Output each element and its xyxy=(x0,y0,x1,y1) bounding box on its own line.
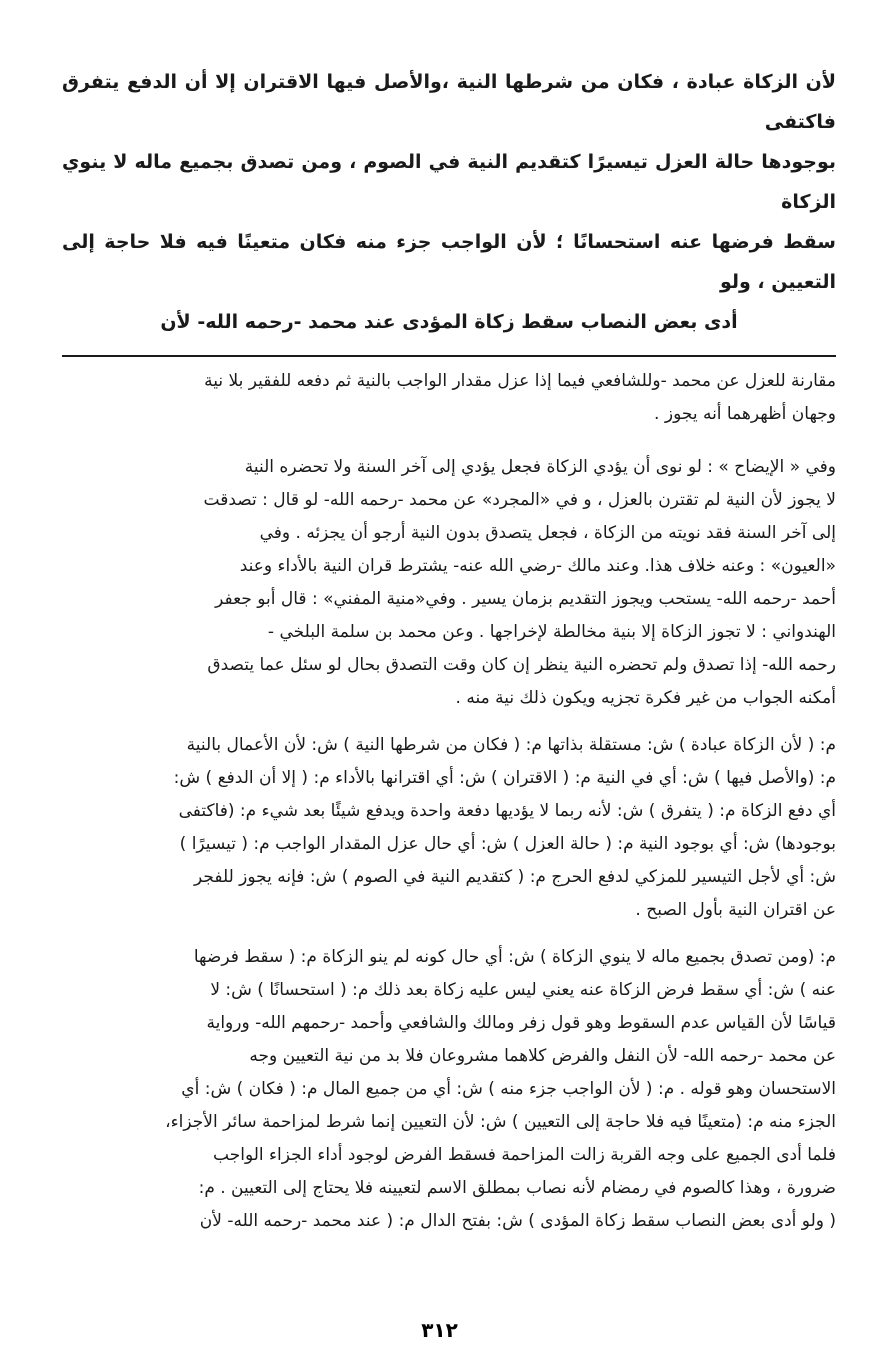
main-text-block xyxy=(62,62,836,342)
footnote-line: مقارنة للعزل عن محمد -وللشافعي فيما إذا عزل مقدار الواجب بالنية ثم دفعه للفقير بلا نية xyxy=(204,371,836,391)
footnote-line: وجهان أظهرهما أنه يجوز . xyxy=(654,404,836,424)
commentary-line: رحمه الله- إذا تصدق ولم تحضره النية ينظر إن كان وقت التصدق بحال لو سئل عما يتصدق xyxy=(207,655,836,675)
main-text-line: لأن الزكاة عبادة ، فكان من شرطها النية ،والأصل فيها الاقتران إلا أن الدفع يتفرق فاكتفى xyxy=(62,71,836,133)
commentary-line: إلى آخر السنة فقد نويته من الزكاة ، فجعل يتصدق بدون النية أرجو أن يجزئه . وفي xyxy=(259,523,836,543)
commentary-line: أي دفع الزكاة م: ( يتفرق ) ش: لأنه ربما لا يؤديها دفعة واحدة ويدفع شيئًا بعد شيء م: (فاكتفى xyxy=(178,801,836,821)
separator-rule xyxy=(62,355,836,357)
commentary-line: لا يجوز لأن النية لم تقترن بالعزل ، و في «المجرد» عن محمد -رحمه الله- لو قال : تصدقت xyxy=(203,490,836,510)
main-text-line: أدى بعض النصاب سقط زكاة المؤدى عند محمد -رحمه الله- لأن xyxy=(160,311,738,333)
commentary-line: «العيون» : وعنه خلاف هذا. وعند مالك -رضي الله عنه- يشترط قران النية بالأداء وعند xyxy=(239,556,836,576)
commentary-line: عن محمد -رحمه الله- لأن النفل والفرض كلاهما مشروعان فلا بد من نية التعيين وجه xyxy=(249,1046,836,1066)
commentary-paragraph-2 xyxy=(62,729,836,927)
commentary-line: م: (والأصل فيها ) ش: أي في النية م: ( الاقتران ) ش: أي اقترانها بالأداء م: ( إلا أن الدفع ) ش: xyxy=(173,768,836,788)
commentary-line: م: ( لأن الزكاة عبادة ) ش: مستقلة بذاتها م: ( فكان من شرطها النية ) ش: لأن الأعمال بالنية xyxy=(186,735,836,755)
commentary-line: قياسًا لأن القياس عدم السقوط وهو قول زفر ومالك والشافعي وأحمد -رحمهم الله- ورواية xyxy=(206,1013,836,1033)
footnote-paragraph xyxy=(62,365,836,431)
commentary-line: الجزء منه م: (متعينًا فيه فلا حاجة إلى التعيين ) ش: لأن التعيين إنما شرط لمزاحمة سائر الأجزاء، xyxy=(165,1112,836,1132)
commentary-line: ضرورة ، وهذا كالصوم في رمضام لأنه نصاب بمطلق الاسم لتعيينه فلا يحتاج إلى التعيين . م: xyxy=(198,1178,836,1198)
commentary-line: الاستحسان وهو قوله . م: ( لأن الواجب جزء منه ) ش: أي من جميع المال م: ( فكان ) ش: أي xyxy=(181,1079,836,1099)
commentary-line: وفي « الإيضاح » : لو نوى أن يؤدي الزكاة فجعل يؤدي إلى آخر السنة ولا تحضره النية xyxy=(244,457,836,477)
main-text-line: سقط فرضها عنه استحسانًا ؛ لأن الواجب جزء منه فكان متعينًا فيه فلا حاجة إلى التعيين ، ولو xyxy=(62,231,836,293)
commentary-line: م: (ومن تصدق بجميع ماله لا ينوي الزكاة ) ش: أي حال كونه لم ينو الزكاة م: ( سقط فرضها xyxy=(193,947,836,967)
commentary-line: ( ولو أدى بعض النصاب سقط زكاة المؤدى ) ش: بفتح الدال م: ( عند محمد -رحمه الله- لأن xyxy=(199,1211,836,1231)
document-page xyxy=(62,62,836,1252)
commentary-line: أحمد -رحمه الله- يستحب ويجوز التقديم بزمان يسير . وفي«منية المفني» : قال أبو جعفر xyxy=(215,589,836,609)
main-text-line: بوجودها حالة العزل تيسيرًا كتقديم النية في الصوم ، ومن تصدق بجميع ماله لا ينوي الزكاة xyxy=(62,151,836,213)
commentary-line: عن اقتران النية بأول الصبح . xyxy=(635,900,836,920)
commentary-line: فلما أدى الجميع على وجه القربة زالت المزاحمة فسقط الفرض لوجود أداء الجزاء الواجب xyxy=(213,1145,836,1165)
commentary-line: الهندواني : لا تجوز الزكاة إلا بنية مخالطة لإخراجها . وعن محمد بن سلمة البلخي - xyxy=(267,622,836,642)
commentary-paragraph-3 xyxy=(62,941,836,1238)
commentary-paragraph-1 xyxy=(62,451,836,715)
page-number: ٣١٢ xyxy=(421,1318,458,1342)
commentary-line: بوجودها) ش: أي بوجود النية م: ( حالة العزل ) ش: أي حال عزل المقدار الواجب م: ( تيسيرًا ) xyxy=(179,834,836,854)
commentary-line: أمكنه الجواب من غير فكرة تجزيه ويكون ذلك نية منه . xyxy=(455,688,836,708)
commentary-line: ش: أي لأجل التيسير للمزكي لدفع الحرج م: ( كتقديم النية في الصوم ) ش: فإنه يجوز للفجر xyxy=(194,867,836,887)
commentary-line: عنه ) ش: أي سقط فرض الزكاة عنه يعني ليس عليه زكاة بعد ذلك م: ( استحسانًا ) ش: لا xyxy=(210,980,836,1000)
